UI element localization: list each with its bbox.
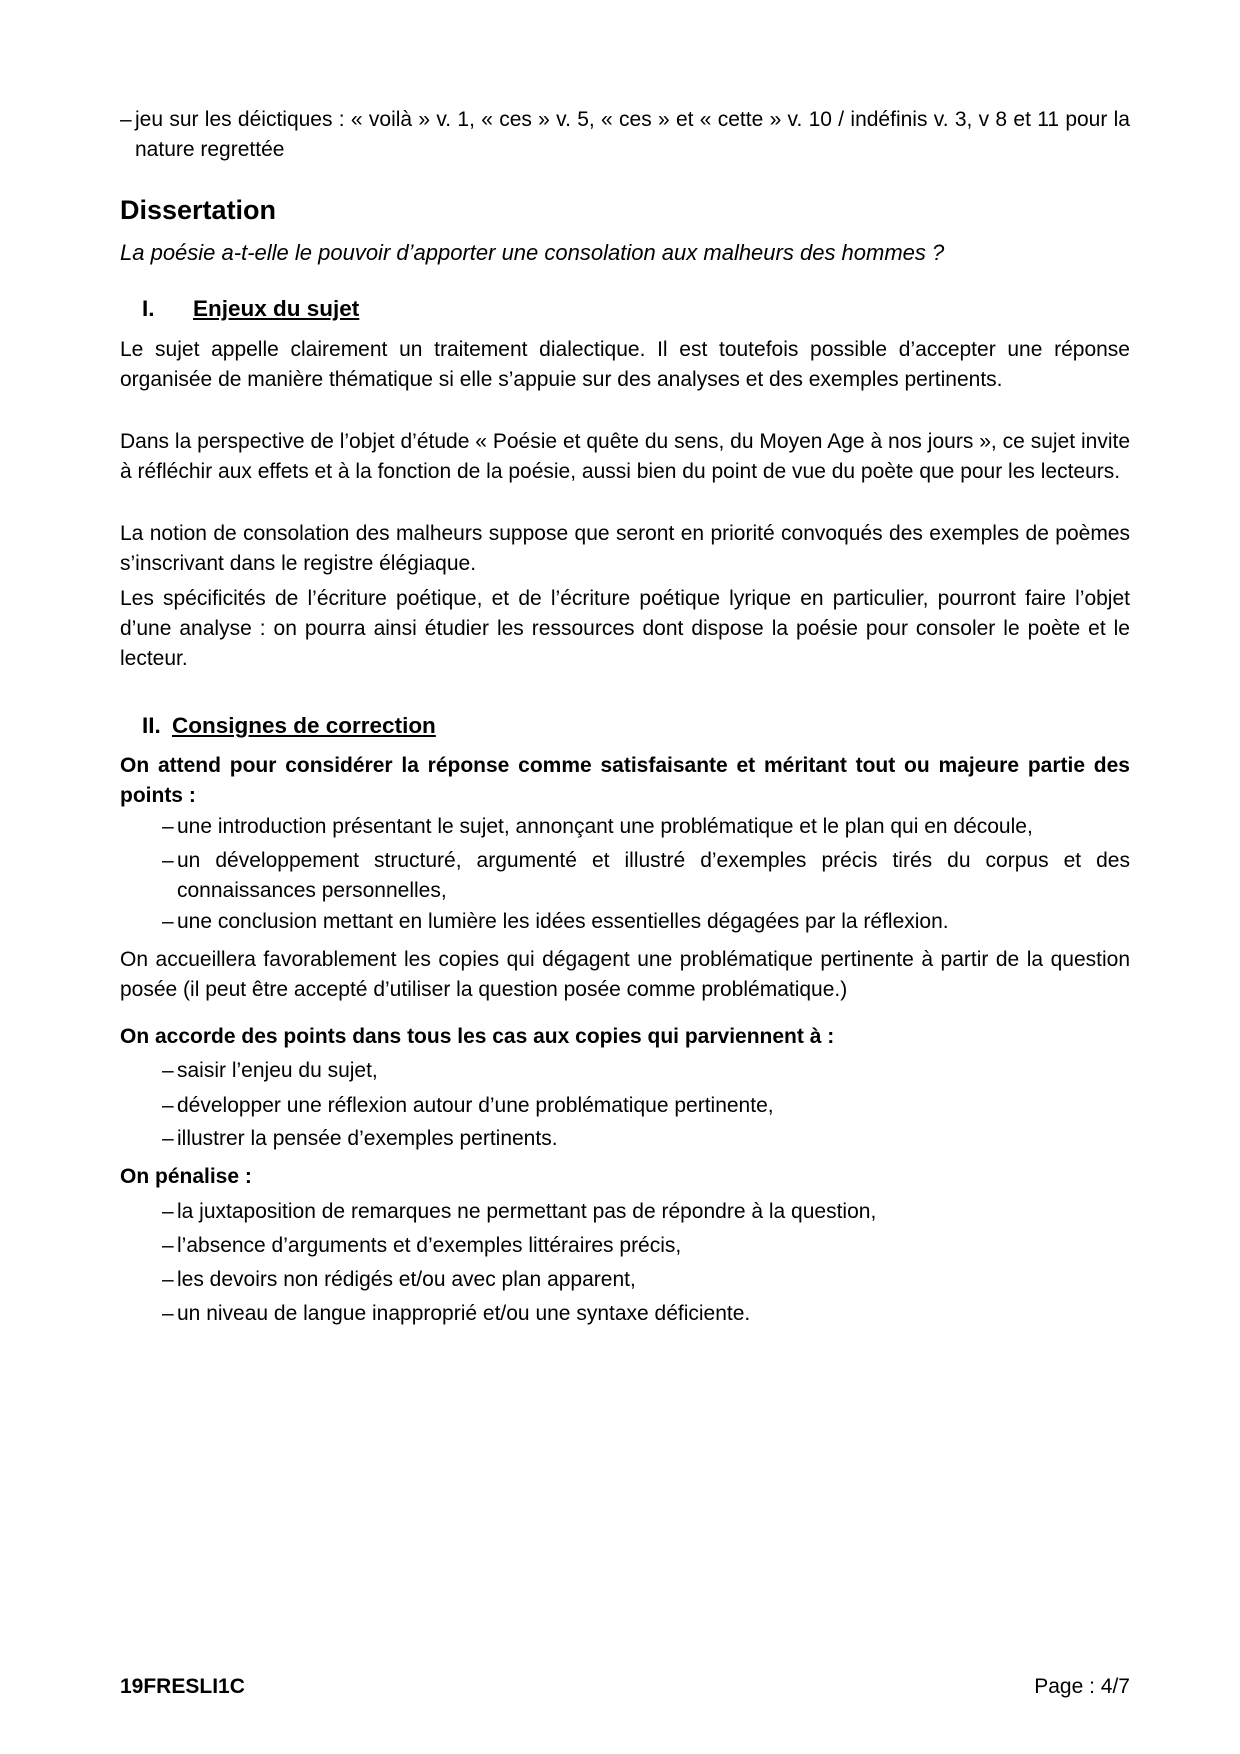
list-item <box>162 1124 1130 1154</box>
part2-number: II. <box>142 713 161 738</box>
intro-item-text: jeu sur les déictiques : « voilà » v. 1, « ces » v. 5, « ces » et « cette » v. 10 / indéfinis v. 3, v 8 et 11 pour la nature regrettée <box>135 108 1130 161</box>
part1-paragraph-3: La notion de consolation des malheurs suppose que seront en priorité convoqués des exemples de poèmes s’inscrivant dans le registre élégiaque. <box>120 522 1130 575</box>
welcome-paragraph: On accueillera favorablement les copies qui dégagent une problématique pertinente à partir de la question posée (il peut être accepté d’utiliser la question posée comme problématique.) <box>120 948 1130 1001</box>
list-item <box>162 1299 1130 1329</box>
dash-marker: – <box>120 108 132 131</box>
list-item <box>162 812 1130 842</box>
dash-marker: – <box>162 1127 174 1150</box>
dash-marker: – <box>162 1234 174 1257</box>
document-page <box>120 0 1130 1754</box>
list-item-text: les devoirs non rédigés et/ou avec plan apparent, <box>177 1268 636 1291</box>
part1-paragraph-1: Le sujet appelle clairement un traitement dialectique. Il est toutefois possible d’accepter une réponse organisée de manière thématique si elle s’appuie sur des analyses et des exemples pertinents. <box>120 338 1130 391</box>
penalize-heading: On pénalise : <box>120 1165 252 1188</box>
list-item <box>162 1231 1130 1261</box>
list-item <box>162 907 1130 937</box>
part2-title: Consignes de correction <box>172 713 436 738</box>
list-item-text: l’absence d’arguments et d’exemples littéraires précis, <box>177 1234 682 1257</box>
dash-marker: – <box>162 1200 174 1223</box>
dissertation-question: La poésie a-t-elle le pouvoir d’apporter une consolation aux malheurs des hommes ? <box>120 240 945 265</box>
dash-marker: – <box>162 849 174 872</box>
dash-marker: – <box>162 1302 174 1325</box>
list-item-text: un développement structuré, argumenté et illustré d’exemples précis tirés du corpus et des connaissances personnelles, <box>177 849 1130 902</box>
list-item-text: une conclusion mettant en lumière les idées essentielles dégagées par la réflexion. <box>177 910 949 933</box>
page-number: Page : 4/7 <box>1034 1675 1130 1698</box>
dash-marker: – <box>162 910 174 933</box>
part1-paragraph-2: Dans la perspective de l’objet d’étude « Poésie et quête du sens, du Moyen Age à nos jours », ce sujet invite à réfléchir aux effets et à la fonction de la poésie, aussi bien du point de vue du poète que pour les lecteurs. <box>120 430 1130 483</box>
list-item-text: la juxtaposition de remarques ne permettant pas de répondre à la question, <box>177 1200 877 1223</box>
list-item <box>162 1091 1130 1121</box>
points-heading: On accorde des points dans tous les cas aux copies qui parviennent à : <box>120 1025 835 1048</box>
list-item-text: une introduction présentant le sujet, annonçant une problématique et le plan qui en découle, <box>177 815 1033 838</box>
part1-title: Enjeux du sujet <box>193 296 360 321</box>
dash-marker: – <box>162 1268 174 1291</box>
intro-list-item <box>120 105 1130 165</box>
dash-marker: – <box>162 1094 174 1117</box>
list-item-text: un niveau de langue inapproprié et/ou une syntaxe déficiente. <box>177 1302 751 1325</box>
list-item-text: illustrer la pensée d’exemples pertinents. <box>177 1127 558 1150</box>
dash-marker: – <box>162 1059 174 1082</box>
list-item <box>162 1197 1130 1227</box>
list-item <box>162 1056 1130 1086</box>
part1-paragraph-4: Les spécificités de l’écriture poétique, et de l’écriture poétique lyrique en particulier, pourront faire l’objet d’une analyse : on pourra ainsi étudier les ressources dont dispose la poésie pour consoler le poète et le lecteur. <box>120 587 1130 670</box>
part1-number: I. <box>142 296 155 321</box>
list-item <box>162 1265 1130 1295</box>
list-item-text: développer une réflexion autour d’une problématique pertinente, <box>177 1094 774 1117</box>
expectations-heading: On attend pour considérer la réponse comme satisfaisante et méritant tout ou majeure partie des points : <box>120 754 1130 807</box>
list-item <box>162 846 1130 906</box>
section-title: Dissertation <box>120 195 277 225</box>
dash-marker: – <box>162 815 174 838</box>
list-item-text: saisir l’enjeu du sujet, <box>177 1059 378 1082</box>
document-code: 19FRESLI1C <box>120 1675 245 1698</box>
